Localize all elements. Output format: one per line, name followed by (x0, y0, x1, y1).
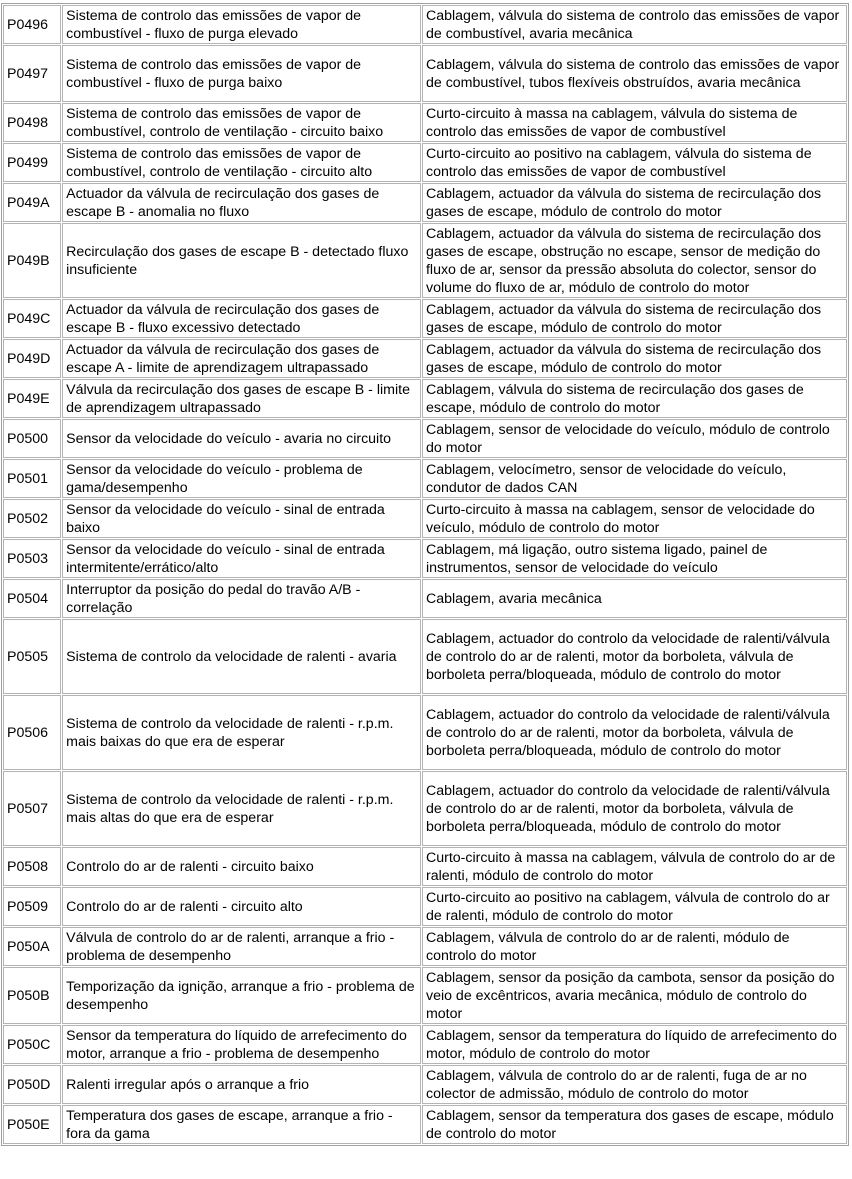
possible-causes: Cablagem, actuador da válvula do sistema de recirculação dos gases de escape, obstrução no escape, sensor de medição do fluxo de ar, sensor da pressão absoluta do colector, sensor do volume do fluxo de ar, módulo de controlo do motor (422, 223, 847, 298)
possible-causes: Cablagem, actuador do controlo da velocidade de ralenti/válvula de controlo do ar de ralenti, motor da borboleta, válvula de borboleta perra/bloqueada, módulo de controlo do motor (422, 695, 847, 770)
table-row (3, 379, 847, 418)
fault-code: P0502 (3, 499, 61, 538)
possible-causes: Cablagem, avaria mecânica (422, 579, 847, 618)
fault-code: P0508 (3, 847, 61, 886)
table-row (3, 579, 847, 618)
possible-causes: Cablagem, válvula de controlo do ar de ralenti, módulo de controlo do motor (422, 927, 847, 966)
table-row (3, 619, 847, 694)
table-row (3, 927, 847, 966)
possible-causes: Curto-circuito à massa na cablagem, válvula de controlo do ar de ralenti, módulo de controlo do motor (422, 847, 847, 886)
fault-description: Temporização da ignição, arranque a frio - problema de desempenho (62, 967, 421, 1024)
possible-causes: Cablagem, actuador do controlo da velocidade de ralenti/válvula de controlo do ar de ralenti, motor da borboleta, válvula de borboleta perra/bloqueada, módulo de controlo do motor (422, 619, 847, 694)
possible-causes: Cablagem, velocímetro, sensor de velocidade do veículo, condutor de dados CAN (422, 459, 847, 498)
table-row (3, 183, 847, 222)
fault-code: P0500 (3, 419, 61, 458)
table-row (3, 339, 847, 378)
fault-description: Sistema de controlo da velocidade de ralenti - r.p.m. mais baixas do que era de esperar (62, 695, 421, 770)
fault-description: Sensor da temperatura do líquido de arrefecimento do motor, arranque a frio - problema de desempenho (62, 1025, 421, 1064)
possible-causes: Cablagem, sensor da temperatura dos gases de escape, módulo de controlo do motor (422, 1105, 847, 1144)
fault-code: P050A (3, 927, 61, 966)
dtc-table-body (3, 5, 847, 1144)
table-row (3, 223, 847, 298)
fault-description: Recirculação dos gases de escape B - detectado fluxo insuficiente (62, 223, 421, 298)
possible-causes: Cablagem, válvula do sistema de recirculação dos gases de escape, módulo de controlo do motor (422, 379, 847, 418)
fault-description: Sensor da velocidade do veículo - sinal de entrada baixo (62, 499, 421, 538)
fault-code: P049B (3, 223, 61, 298)
table-row (3, 967, 847, 1024)
fault-description: Interruptor da posição do pedal do travão A/B - correlação (62, 579, 421, 618)
document-page (1, 3, 849, 1146)
possible-causes: Curto-circuito ao positivo na cablagem, válvula do sistema de controlo das emissões de vapor de combustível (422, 143, 847, 182)
fault-code: P0505 (3, 619, 61, 694)
fault-code: P0507 (3, 771, 61, 846)
possible-causes: Cablagem, actuador da válvula do sistema de recirculação dos gases de escape, módulo de controlo do motor (422, 339, 847, 378)
table-row (3, 695, 847, 770)
fault-code: P0499 (3, 143, 61, 182)
fault-code: P0504 (3, 579, 61, 618)
possible-causes: Curto-circuito à massa na cablagem, válvula do sistema de controlo das emissões de vapor de combustível (422, 103, 847, 142)
table-row (3, 459, 847, 498)
table-row (3, 771, 847, 846)
fault-description: Válvula da recirculação dos gases de escape B - limite de aprendizagem ultrapassado (62, 379, 421, 418)
fault-description: Actuador da válvula de recirculação dos gases de escape A - limite de aprendizagem ultrapassado (62, 339, 421, 378)
possible-causes: Cablagem, sensor da temperatura do líquido de arrefecimento do motor, módulo de controlo do motor (422, 1025, 847, 1064)
possible-causes: Cablagem, actuador da válvula do sistema de recirculação dos gases de escape, módulo de controlo do motor (422, 299, 847, 338)
fault-description: Sistema de controlo das emissões de vapor de combustível - fluxo de purga baixo (62, 45, 421, 102)
fault-description: Actuador da válvula de recirculação dos gases de escape B - fluxo excessivo detectado (62, 299, 421, 338)
possible-causes: Cablagem, válvula do sistema de controlo das emissões de vapor de combustível, tubos flexíveis obstruídos, avaria mecânica (422, 45, 847, 102)
table-row (3, 1065, 847, 1104)
fault-description: Sistema de controlo das emissões de vapor de combustível, controlo de ventilação - circuito alto (62, 143, 421, 182)
fault-code: P0506 (3, 695, 61, 770)
fault-code: P049C (3, 299, 61, 338)
fault-code: P050D (3, 1065, 61, 1104)
possible-causes: Cablagem, má ligação, outro sistema ligado, painel de instrumentos, sensor de velocidade do veículo (422, 539, 847, 578)
fault-description: Sistema de controlo da velocidade de ralenti - r.p.m. mais altas do que era de esperar (62, 771, 421, 846)
fault-description: Actuador da válvula de recirculação dos gases de escape B - anomalia no fluxo (62, 183, 421, 222)
possible-causes: Curto-circuito ao positivo na cablagem, válvula de controlo do ar de ralenti, módulo de controlo do motor (422, 887, 847, 926)
fault-description: Temperatura dos gases de escape, arranque a frio - fora da gama (62, 1105, 421, 1144)
table-row (3, 539, 847, 578)
table-row (3, 887, 847, 926)
table-row (3, 1025, 847, 1064)
fault-code: P049A (3, 183, 61, 222)
fault-code: P0503 (3, 539, 61, 578)
fault-description: Controlo do ar de ralenti - circuito baixo (62, 847, 421, 886)
fault-code: P0509 (3, 887, 61, 926)
fault-description: Sistema de controlo da velocidade de ralenti - avaria (62, 619, 421, 694)
table-row (3, 1105, 847, 1144)
fault-description: Sistema de controlo das emissões de vapor de combustível, controlo de ventilação - circuito baixo (62, 103, 421, 142)
table-row (3, 499, 847, 538)
fault-description: Sensor da velocidade do veículo - problema de gama/desempenho (62, 459, 421, 498)
fault-code: P050C (3, 1025, 61, 1064)
fault-code: P050E (3, 1105, 61, 1144)
fault-description: Controlo do ar de ralenti - circuito alto (62, 887, 421, 926)
possible-causes: Cablagem, actuador do controlo da velocidade de ralenti/válvula de controlo do ar de ralenti, motor da borboleta, válvula de borboleta perra/bloqueada, módulo de controlo do motor (422, 771, 847, 846)
possible-causes: Cablagem, sensor da posição da cambota, sensor da posição do veio de excêntricos, avaria mecânica, módulo de controlo do motor (422, 967, 847, 1024)
fault-code: P049D (3, 339, 61, 378)
fault-description: Válvula de controlo do ar de ralenti, arranque a frio - problema de desempenho (62, 927, 421, 966)
table-row (3, 143, 847, 182)
fault-code: P0497 (3, 45, 61, 102)
fault-code: P0498 (3, 103, 61, 142)
possible-causes: Cablagem, sensor de velocidade do veículo, módulo de controlo do motor (422, 419, 847, 458)
table-row (3, 299, 847, 338)
dtc-table (1, 3, 849, 1146)
fault-description: Sensor da velocidade do veículo - avaria no circuito (62, 419, 421, 458)
fault-code: P050B (3, 967, 61, 1024)
possible-causes: Curto-circuito à massa na cablagem, sensor de velocidade do veículo, módulo de controlo do motor (422, 499, 847, 538)
table-row (3, 45, 847, 102)
table-row (3, 419, 847, 458)
table-row (3, 847, 847, 886)
fault-code: P0501 (3, 459, 61, 498)
possible-causes: Cablagem, válvula do sistema de controlo das emissões de vapor de combustível, avaria mecânica (422, 5, 847, 44)
fault-code: P0496 (3, 5, 61, 44)
fault-description: Sistema de controlo das emissões de vapor de combustível - fluxo de purga elevado (62, 5, 421, 44)
possible-causes: Cablagem, válvula de controlo do ar de ralenti, fuga de ar no colector de admissão, módulo de controlo do motor (422, 1065, 847, 1104)
table-row (3, 5, 847, 44)
fault-description: Sensor da velocidade do veículo - sinal de entrada intermitente/errático/alto (62, 539, 421, 578)
possible-causes: Cablagem, actuador da válvula do sistema de recirculação dos gases de escape, módulo de controlo do motor (422, 183, 847, 222)
fault-description: Ralenti irregular após o arranque a frio (62, 1065, 421, 1104)
table-row (3, 103, 847, 142)
fault-code: P049E (3, 379, 61, 418)
